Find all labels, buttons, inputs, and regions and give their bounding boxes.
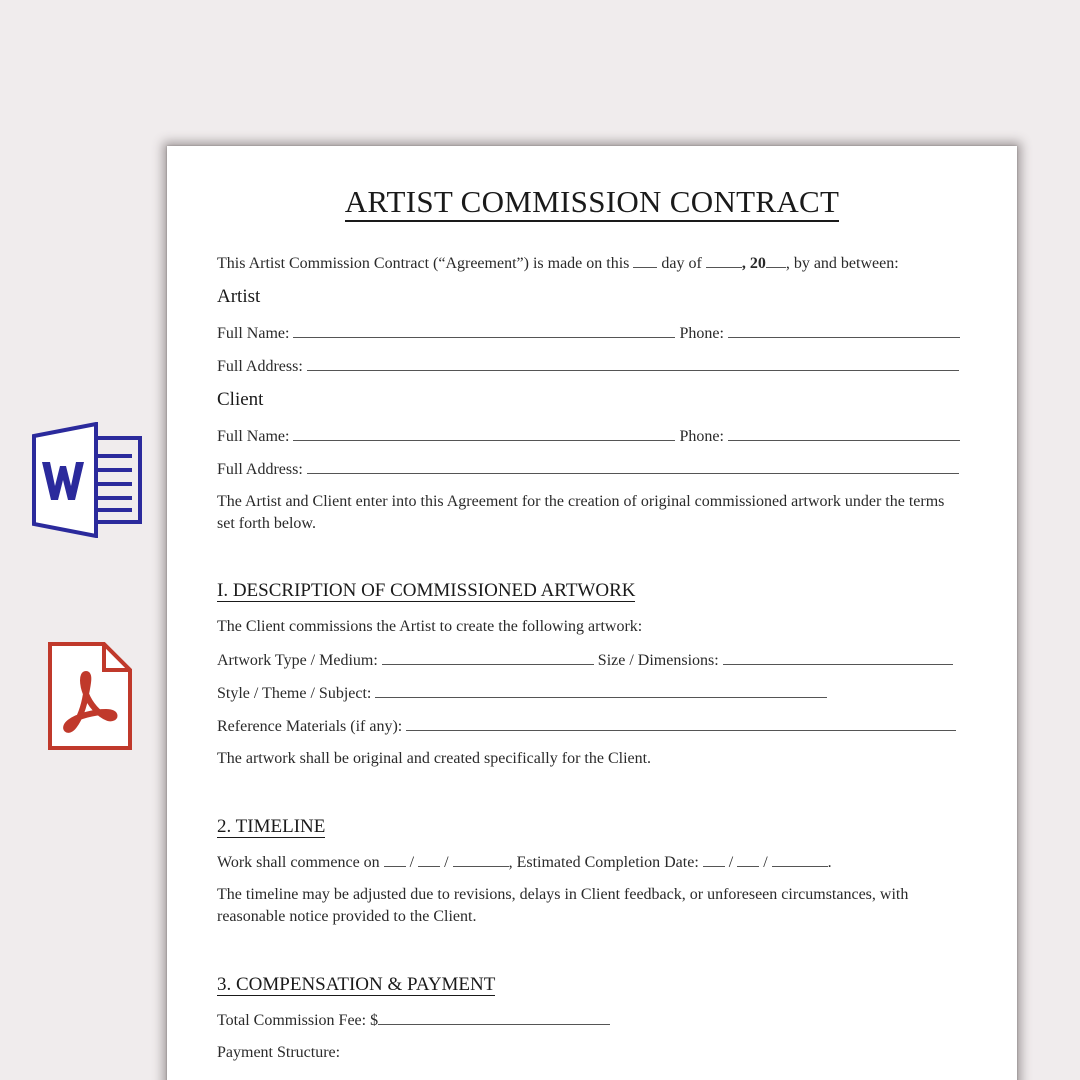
artwork-type-row (217, 649, 953, 672)
artwork-type-label: Artwork Type / Medium: (217, 652, 378, 669)
client-full-address-label: Full Address: (217, 461, 303, 478)
client-phone-field[interactable] (728, 425, 960, 441)
section-2-heading (217, 816, 325, 838)
intro-line (217, 252, 899, 275)
completion-label: , Estimated Completion Date: (508, 854, 699, 871)
completion-year-field[interactable] (772, 851, 828, 867)
commence-year-field[interactable] (453, 851, 509, 867)
style-field[interactable] (375, 682, 827, 698)
artist-full-name-label: Full Name: (217, 325, 290, 342)
adobe-pdf-icon[interactable] (46, 640, 134, 752)
day-blank[interactable] (633, 252, 657, 268)
reference-field[interactable] (406, 715, 956, 731)
artist-phone-label: Phone: (679, 325, 724, 342)
artist-phone-field[interactable] (728, 322, 960, 338)
client-name-row (217, 425, 960, 448)
artist-full-address-label: Full Address: (217, 358, 303, 375)
commence-label: Work shall commence on (217, 854, 380, 871)
style-label: Style / Theme / Subject: (217, 685, 372, 702)
section-2-heading-text: 2. TIMELINE (217, 816, 326, 837)
section-1-heading (217, 580, 635, 602)
timeline-dates-row: Work shall commence on / / , Estimated Completion Date: / / . (217, 851, 832, 874)
client-address-row (217, 458, 959, 481)
intro-year-prefix: , 20 (741, 255, 766, 272)
section-2-note: The timeline may be adjusted due to revisions, delays in Client feedback, or unforeseen circumstances, with reasonable notice provided to the Client. (217, 886, 909, 925)
reference-label: Reference Materials (if any): (217, 718, 403, 735)
fee-row (217, 1009, 610, 1032)
month-blank[interactable] (706, 252, 742, 268)
artist-full-name-field[interactable] (293, 322, 675, 338)
section-3-heading-text: 3. COMPENSATION & PAYMENT (217, 974, 496, 995)
client-heading: Client (217, 389, 264, 410)
artist-heading: Artist (217, 286, 261, 307)
artist-full-address-field[interactable] (307, 355, 959, 371)
document-page (167, 146, 1017, 1080)
artwork-type-field[interactable] (382, 649, 594, 665)
client-full-address-field[interactable] (307, 458, 959, 474)
microsoft-word-icon[interactable] (30, 422, 146, 538)
style-row (217, 682, 827, 705)
artist-name-row (217, 322, 960, 345)
artist-address-row (217, 355, 959, 378)
document-title-text: ARTIST COMMISSION CONTRACT (345, 184, 840, 222)
payment-structure-label: Payment Structure: (217, 1044, 341, 1061)
completion-day-field[interactable] (737, 851, 759, 867)
intro-text-4: , by and between: (785, 255, 899, 272)
completion-month-field[interactable] (703, 851, 725, 867)
section-1-heading-text: I. DESCRIPTION OF COMMISSIONED ARTWORK (217, 580, 636, 601)
intro-text-1: This Artist Commission Contract (“Agreement”) is made on this (217, 255, 630, 272)
reference-row (217, 715, 956, 738)
commence-day-field[interactable] (418, 851, 440, 867)
document-title (217, 184, 967, 220)
agreement-paragraph: The Artist and Client enter into this Agreement for the creation of original commissioned artwork under the terms set forth below. (217, 493, 945, 532)
year-blank[interactable] (766, 252, 786, 268)
fee-field[interactable] (378, 1009, 610, 1025)
size-label: Size / Dimensions: (597, 652, 719, 669)
intro-text-2: day of (661, 255, 702, 272)
client-phone-label: Phone: (679, 428, 724, 445)
section-3-heading (217, 974, 495, 996)
client-full-name-field[interactable] (293, 425, 675, 441)
section-1-note: The artwork shall be original and created specifically for the Client. (217, 750, 652, 767)
section-1-lead: The Client commissions the Artist to create the following artwork: (217, 618, 643, 635)
size-field[interactable] (723, 649, 953, 665)
client-full-name-label: Full Name: (217, 428, 290, 445)
commence-month-field[interactable] (384, 851, 406, 867)
fee-label: Total Commission Fee: $ (217, 1012, 379, 1029)
